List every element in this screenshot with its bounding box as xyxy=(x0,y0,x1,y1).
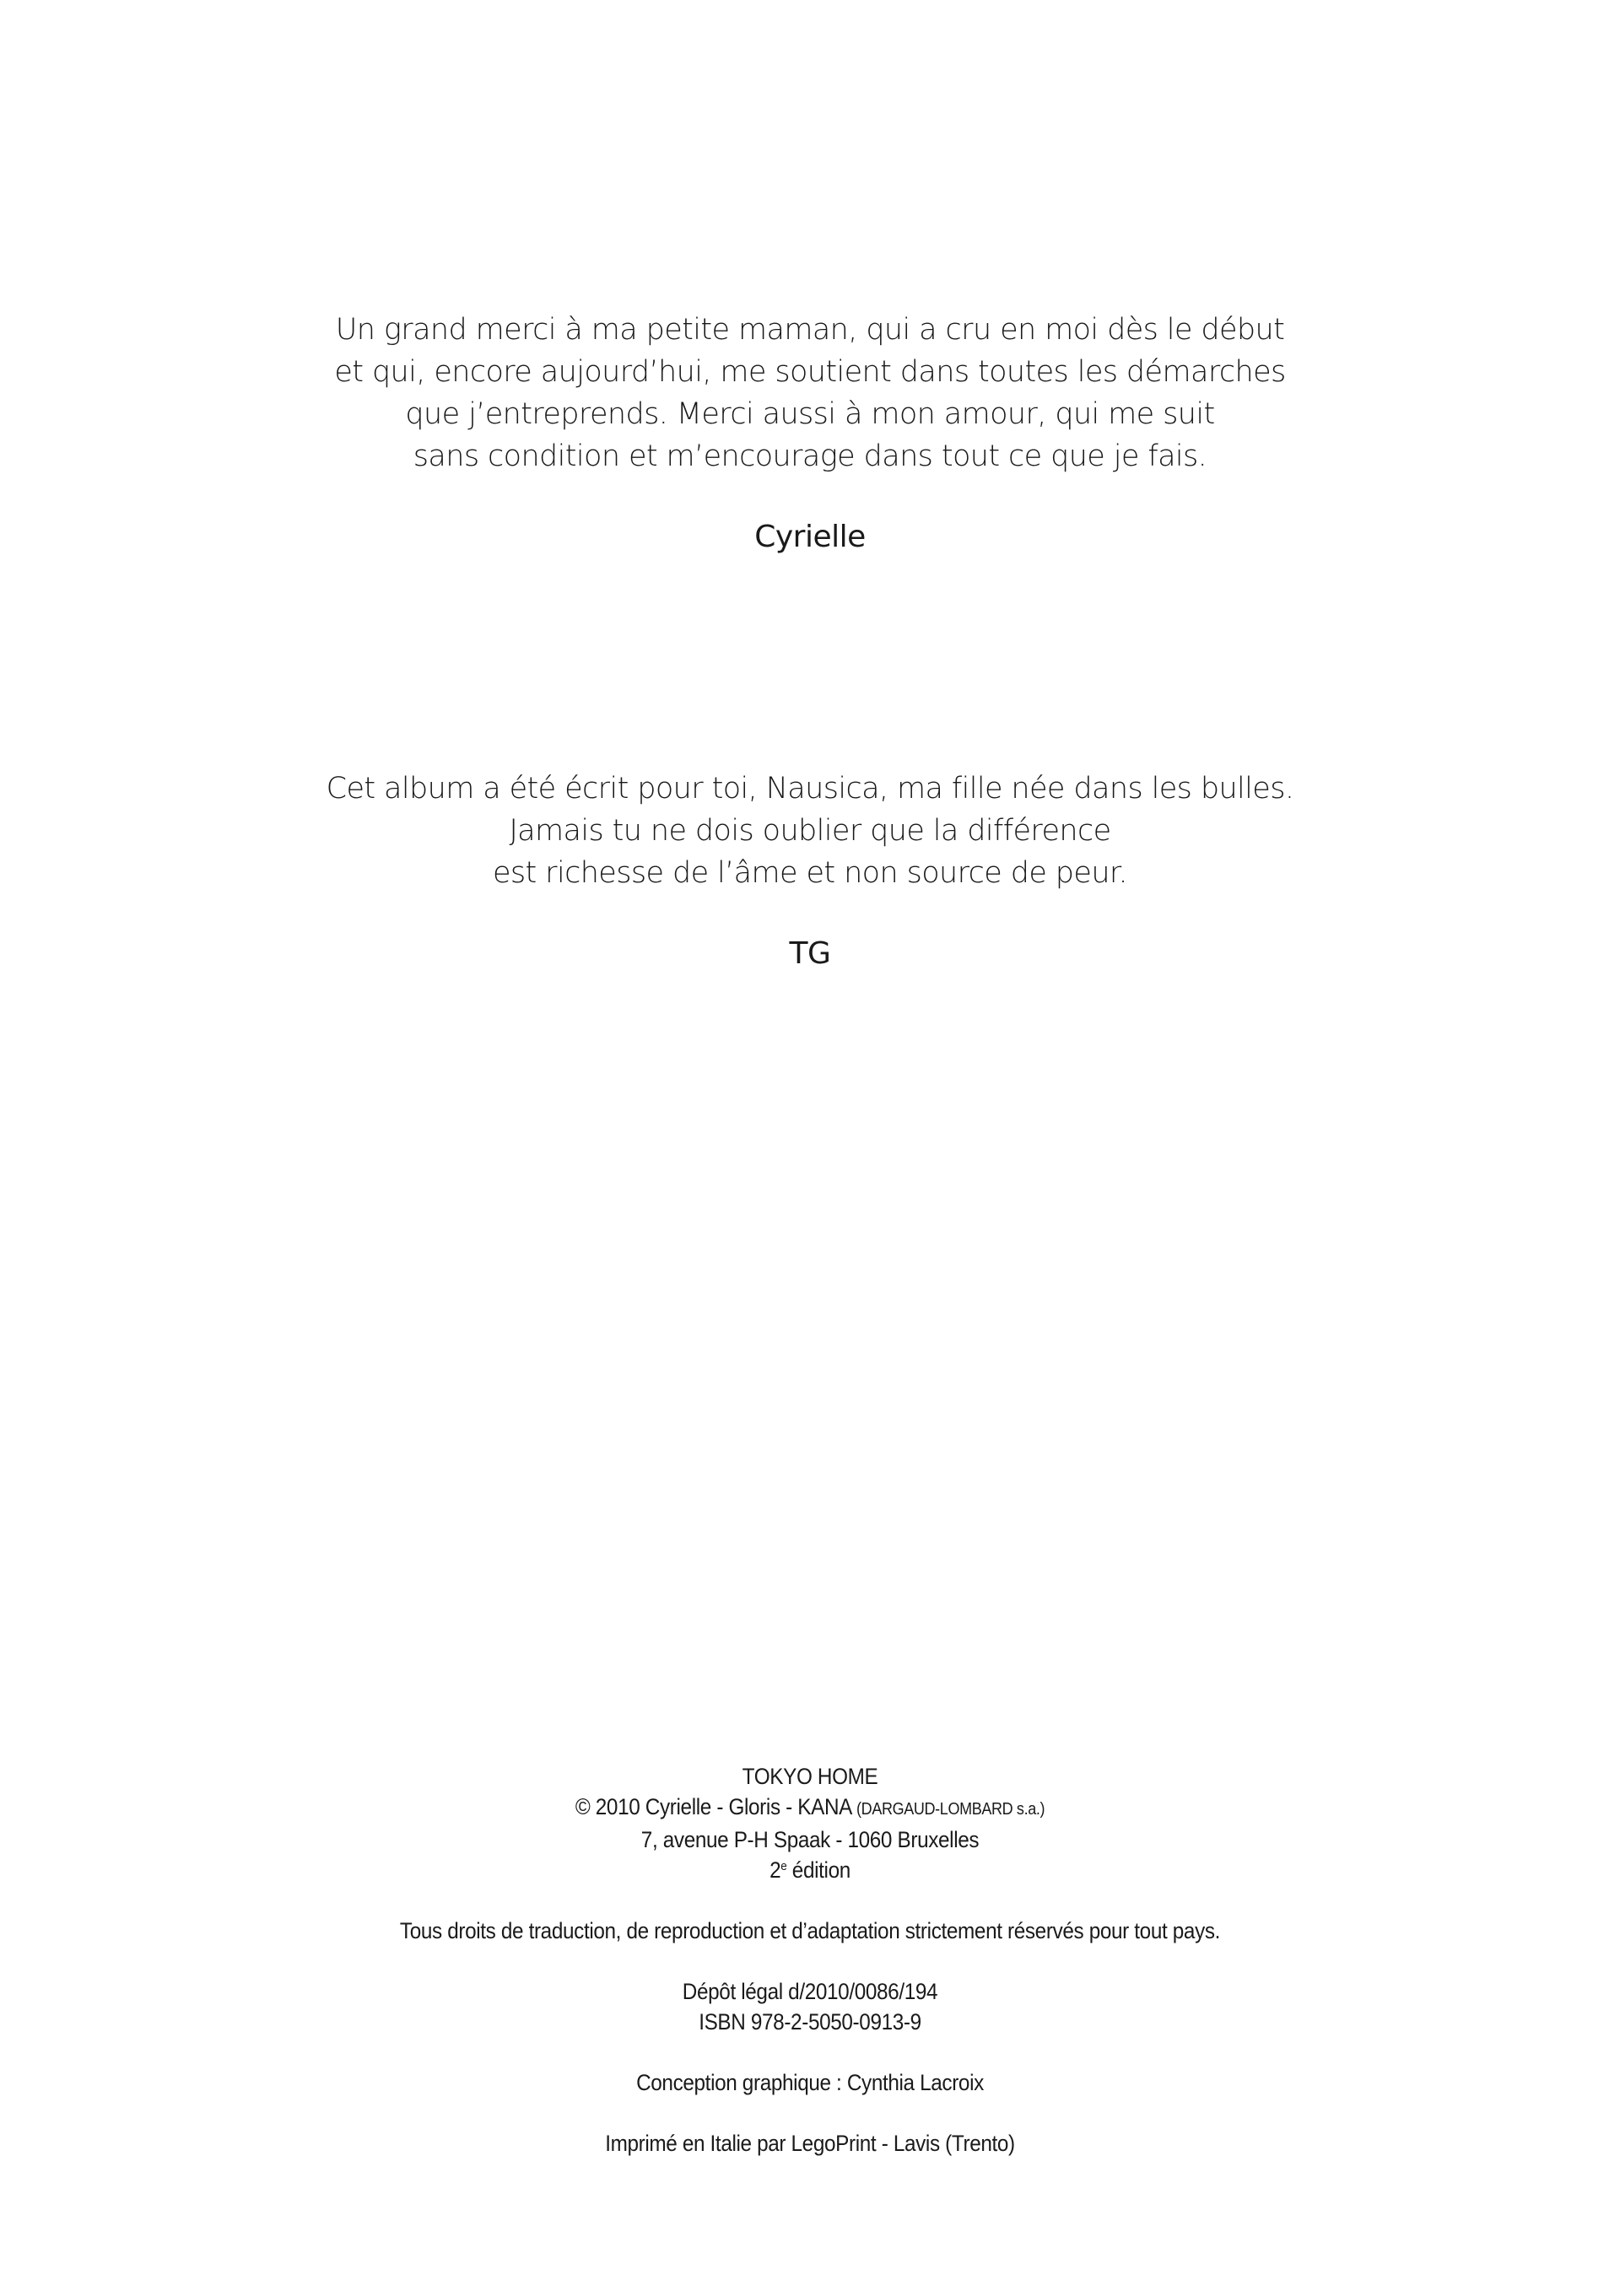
dedication-line: est richesse de l’âme et non source de peur. xyxy=(492,856,1128,890)
dedication-line: Cet album a été écrit pour toi, Nausica, ma fille née dans les bulles. xyxy=(326,772,1294,806)
dedication-line: sans condition et m’encourage dans tout ce que je fais. xyxy=(413,439,1207,473)
edition-line xyxy=(81,1855,1539,1885)
rights-notice: Tous droits de traduction, de reproduction et d’adaptation strictement réservés pour tout pays. xyxy=(399,1918,1221,1943)
copyright-line xyxy=(81,1792,1539,1824)
dedication-line: Jamais tu ne dois oublier que la différence xyxy=(509,814,1111,848)
isbn: ISBN 978-2-5050-0913-9 xyxy=(699,2009,921,2035)
publisher-address: 7, avenue P-H Spaak - 1060 Bruxelles xyxy=(640,1827,980,1852)
dedication-line: et qui, encore aujourd’hui, me soutient dans toutes les démarches xyxy=(334,355,1286,389)
edition-label: édition xyxy=(791,1857,850,1883)
publisher-note: (DARGAUD-LOMBARD s.a.) xyxy=(856,1800,1045,1819)
legal-deposit: Dépôt légal d/2010/0086/194 xyxy=(682,1979,938,2004)
book-title: TOKYO HOME xyxy=(742,1764,878,1789)
signature-tg: TG xyxy=(789,936,831,971)
copyright-text: © 2010 Cyrielle - Gloris - KANA xyxy=(575,1794,851,1819)
graphic-design-credit: Conception graphique : Cynthia Lacroix xyxy=(636,2070,984,2095)
printer-credit: Imprimé en Italie par LegoPrint - Lavis (Trento) xyxy=(605,2131,1015,2156)
dedication-line: que j’entreprends. Merci aussi à mon amour, qui me suit xyxy=(405,397,1215,431)
colophon xyxy=(81,1761,1539,2159)
dedication-tg xyxy=(0,768,1620,894)
edition-number: 2 xyxy=(770,1857,781,1883)
dedication-cyrielle xyxy=(0,309,1620,477)
edition-suffix: e xyxy=(780,1859,787,1873)
signature-cyrielle: Cyrielle xyxy=(754,520,866,554)
dedication-line: Un grand merci à ma petite maman, qui a cru en moi dès le début xyxy=(335,313,1285,347)
